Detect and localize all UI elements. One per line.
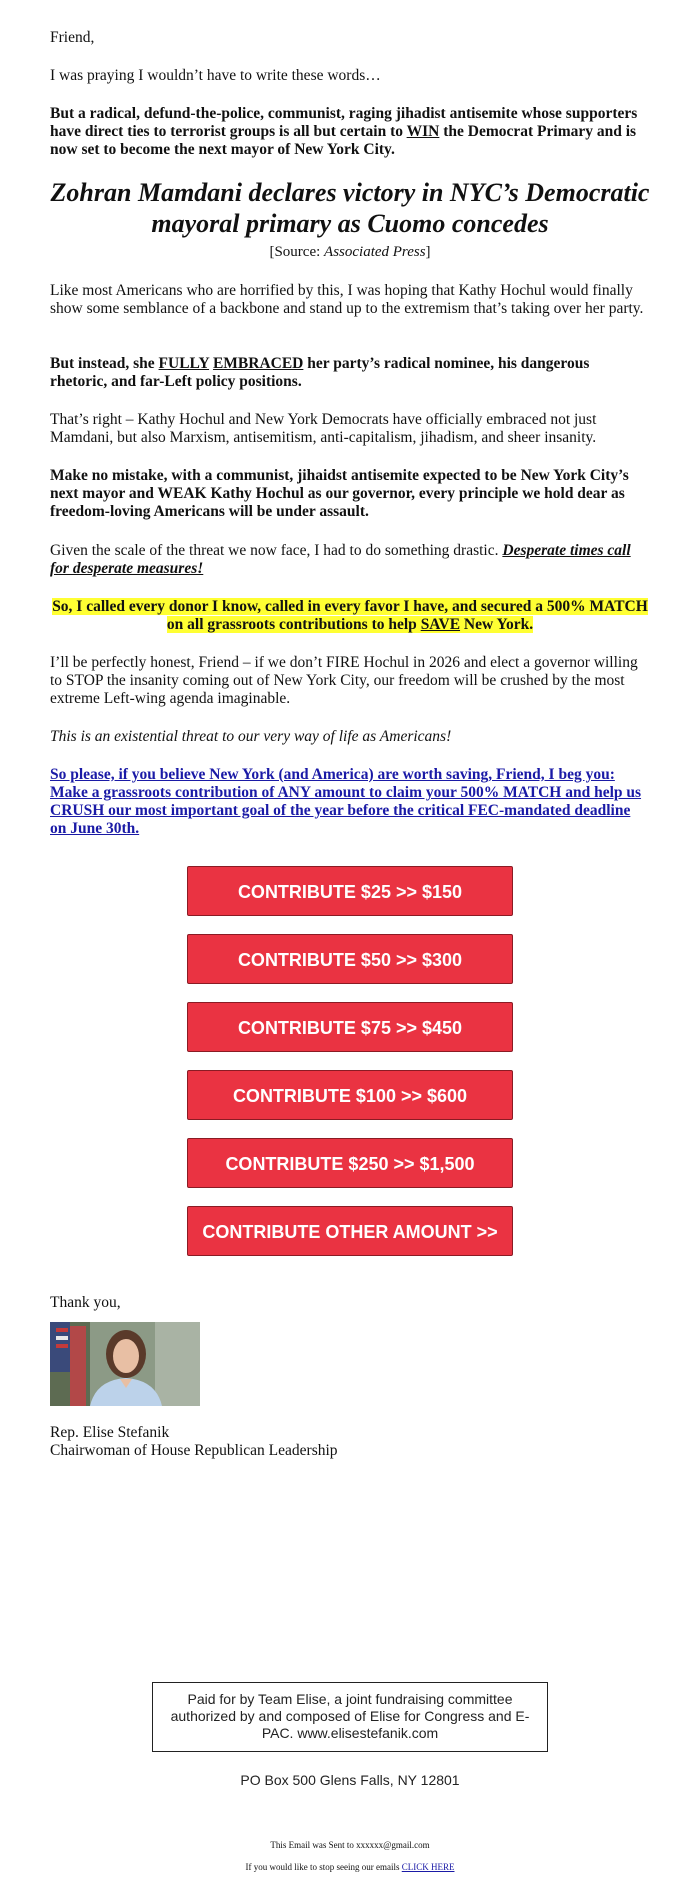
contribute-other-amount-button[interactable]: CONTRIBUTE OTHER AMOUNT >> xyxy=(187,1206,513,1256)
contribute-25-button[interactable]: CONTRIBUTE $25 >> $150 xyxy=(187,866,513,916)
contribute-75-button[interactable]: CONTRIBUTE $75 >> $450 xyxy=(187,1002,513,1052)
news-headline: Zohran Mamdani declares victory in NYC’s Democratic mayoral primary as Cuomo concedes xyxy=(50,178,650,238)
paragraph-mistake: Make no mistake, with a communist, jihaidst antisemite expected to be New York City’s next mayor and WEAK Kathy Hochul as our governor, every principle we hold dear as freedom-loving Americans will be under assault. xyxy=(50,467,629,520)
signoff: Thank you, xyxy=(50,1294,121,1311)
signer-portrait-image xyxy=(50,1322,200,1406)
paid-for-disclaimer: Paid for by Team Elise, a joint fundraising committee authorized by and composed of Elise for Congress and E-PAC. www.elisestefanik.com xyxy=(152,1682,548,1752)
source-name: Associated Press xyxy=(324,244,426,260)
save-emphasis: SAVE xyxy=(420,616,461,633)
contribute-appeal-link[interactable]: So please, if you believe New York (and America) are worth saving, Friend, I beg you: Make a grassroots contribution of ANY amount to claim your 500% MATCH and help us CRUSH our most important goal of the year before the critical FEC-mandated deadline on June 30th. xyxy=(50,766,642,837)
contribute-100-button[interactable]: CONTRIBUTE $100 >> $600 xyxy=(187,1070,513,1120)
win-emphasis: WIN xyxy=(406,123,440,140)
contribute-50-button[interactable]: CONTRIBUTE $50 >> $300 xyxy=(187,934,513,984)
paragraph-honest: I’ll be perfectly honest, Friend – if we don’t FIRE Hochul in 2026 and elect a governor willing to STOP the insanity coming out of New York City, our freedom will be crushed by the most extreme Left-wing agenda imaginable. xyxy=(50,654,638,707)
paragraph-thats-right: That’s right – Kathy Hochul and New York Democrats have officially embraced not just Mamdani, but also Marxism, antisemitism, anti-capitalism, jihadism, and sheer insanity. xyxy=(50,411,597,446)
greeting: Friend, xyxy=(50,29,95,46)
footer-unsubscribe: If you would like to stop seeing our emails CLICK HERE xyxy=(245,1862,455,1872)
fully-emphasis: FULLY xyxy=(158,355,210,372)
paragraph-praying: I was praying I wouldn’t have to write these words… xyxy=(50,67,381,84)
paragraph-scale: Given the scale of the threat we now face, I had to do something drastic. Desperate times call for desperate measures! xyxy=(50,542,631,577)
paragraph-americans: Like most Americans who are horrified by this, I was hoping that Kathy Hochul would finally show some semblance of a backbone and stand up to the extremism that’s taking over her party. xyxy=(50,282,644,317)
paragraph-existential: This is an existential threat to our very way of life as Americans! xyxy=(50,728,452,745)
mailing-address: PO Box 500 Glens Falls, NY 12801 xyxy=(240,1772,460,1788)
paragraph-instead: But instead, she FULLY EMBRACED her party’s radical nominee, his dangerous rhetoric, and far-Left policy positions. xyxy=(50,355,590,390)
unsubscribe-link[interactable]: CLICK HERE xyxy=(401,1862,455,1872)
embraced-emphasis: EMBRACED xyxy=(212,355,304,372)
signer-name: Rep. Elise Stefanik xyxy=(50,1424,170,1441)
desperate-emphasis: Desperate times call for desperate measures! xyxy=(50,542,631,577)
signer-photo xyxy=(50,1322,200,1406)
paragraph-radical: But a radical, defund-the-police, communist, raging jihadist antisemite whose supporters have direct ties to terrorist groups is all but certain to WIN the Democrat Primary and is now set to become the next mayor of New York City. xyxy=(50,105,638,158)
paragraph-match: So, I called every donor I know, called in every favor I have, and secured a 500% MATCH on all grassroots contributions to help SAVE New York. xyxy=(52,598,648,633)
headline-source: [Source: Associated Press] xyxy=(269,244,431,260)
footer-sent-to: This Email was Sent to xxxxxx@gmail.com xyxy=(270,1840,430,1850)
signer-title: Chairwoman of House Republican Leadership xyxy=(50,1442,338,1459)
contribute-250-button[interactable]: CONTRIBUTE $250 >> $1,500 xyxy=(187,1138,513,1188)
